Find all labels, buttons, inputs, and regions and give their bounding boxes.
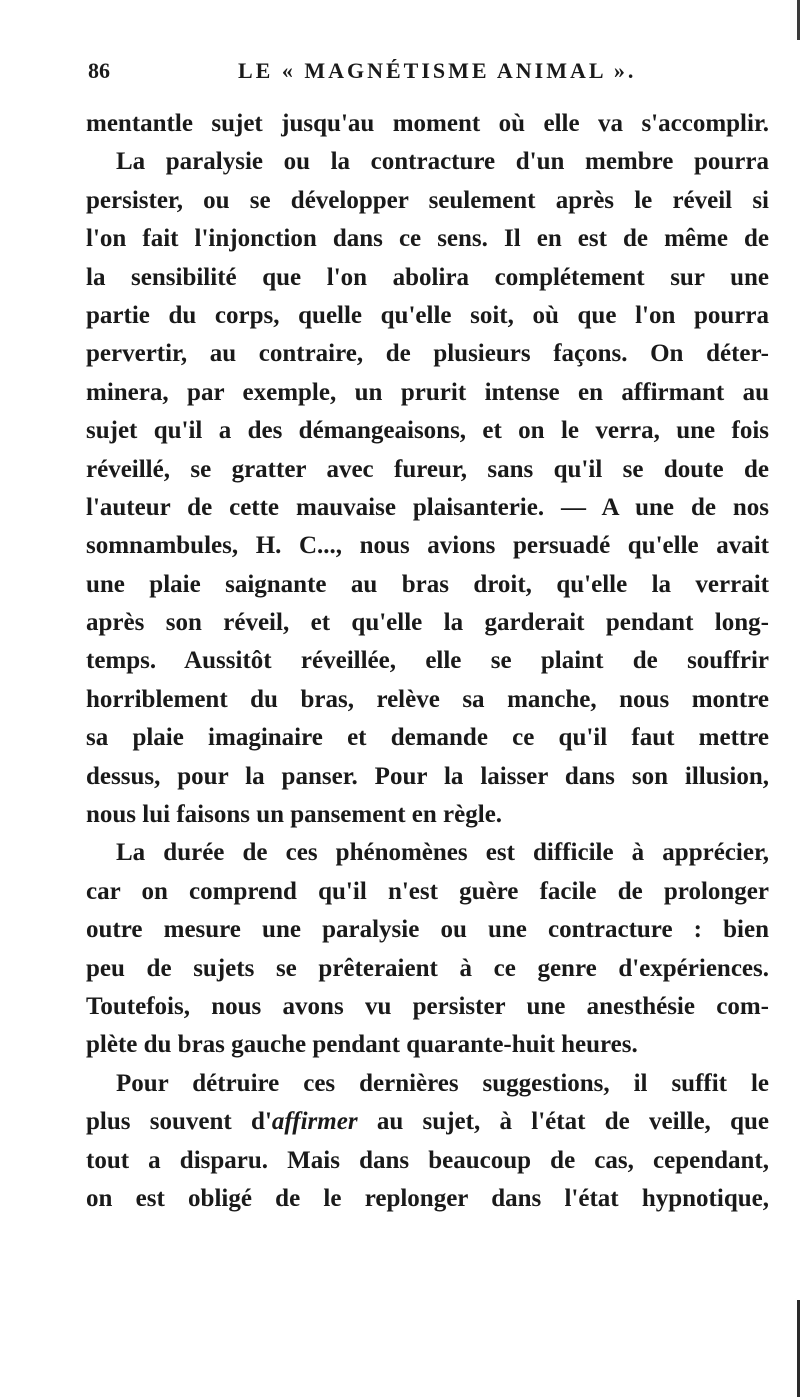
text-line: on est obligé de le replonger dans l'état hypnotique,	[86, 1184, 769, 1212]
italic-word: affirmer	[271, 1108, 358, 1136]
text-line: la sensibilité que l'on abolira complétement sur une	[86, 263, 769, 291]
page-number: 86	[88, 58, 110, 83]
running-head	[88, 58, 728, 88]
text-line: après son réveil, et qu'elle la garderait pendant long-	[86, 609, 769, 637]
text-line: horriblement du bras, relève sa manche, nous montre	[86, 685, 769, 713]
text-line: sa plaie imaginaire et demande ce qu'il faut mettre	[86, 724, 769, 752]
text-line: outre mesure une paralysie ou une contracture : bien	[86, 916, 769, 944]
text-line: La durée de ces phénomènes est difficile à apprécier,	[116, 839, 769, 867]
text-line: dessus, pour la panser. Pour la laisser dans son illusion,	[86, 762, 769, 790]
text-line: persister, ou se développer seulement après le réveil si	[86, 186, 769, 214]
text-line: Pour détruire ces dernières suggestions, il suffit le	[116, 1069, 769, 1097]
text-fragment: plus souvent	[86, 1108, 252, 1136]
text-line: l'on fait l'injonction dans ce sens. Il en est de même de	[86, 225, 769, 253]
text-line: plète du bras gauche pendant quarante-huit heures.	[86, 1031, 638, 1059]
text-line: réveillé, se gratter avec fureur, sans qu'il se doute de	[86, 455, 769, 483]
text-line: sujet qu'il a des démangeaisons, et on le verra, une fois	[86, 417, 769, 445]
text-line: temps. Aussitôt réveillée, elle se plaint de souffrir	[86, 647, 769, 675]
text-line: minera, par exemple, un prurit intense en affirmant au	[86, 378, 769, 406]
text-line: somnambules, H. C..., nous avions persuadé qu'elle avait	[86, 532, 769, 560]
text-line: car on comprend qu'il n'est guère facile de prolonger	[86, 877, 769, 905]
text-fragment: au sujet, à l'état de veille, que	[357, 1108, 769, 1136]
text-line: partie du corps, quelle qu'elle soit, où que l'on pourra	[86, 301, 769, 329]
running-title: LE « MAGNÉTISME ANIMAL ».	[238, 58, 637, 83]
text-line: La paralysie ou la contracture d'un membre pourra	[116, 148, 769, 176]
text-line	[86, 1103, 769, 1141]
body-text	[86, 105, 769, 1218]
text-line: l'auteur de cette mauvaise plaisanterie. — A une de nos	[86, 493, 769, 521]
text-line: mentantle sujet jusqu'au moment où elle va s'accomplir.	[86, 110, 769, 137]
text-line: une plaie saignante au bras droit, qu'elle la verrait	[86, 570, 769, 598]
text-line: tout a disparu. Mais dans beaucoup de cas, cependant,	[86, 1146, 769, 1174]
text-line: nous lui faisons un pansement en règle.	[86, 801, 503, 829]
text-line: Toutefois, nous avons vu persister une anesthésie com-	[86, 992, 769, 1020]
text-line: peu de sujets se prêteraient à ce genre d'expériences.	[86, 954, 769, 982]
text-fragment: d'	[251, 1108, 272, 1136]
text-line: pervertir, au contraire, de plusieurs façons. On déter-	[86, 340, 769, 368]
